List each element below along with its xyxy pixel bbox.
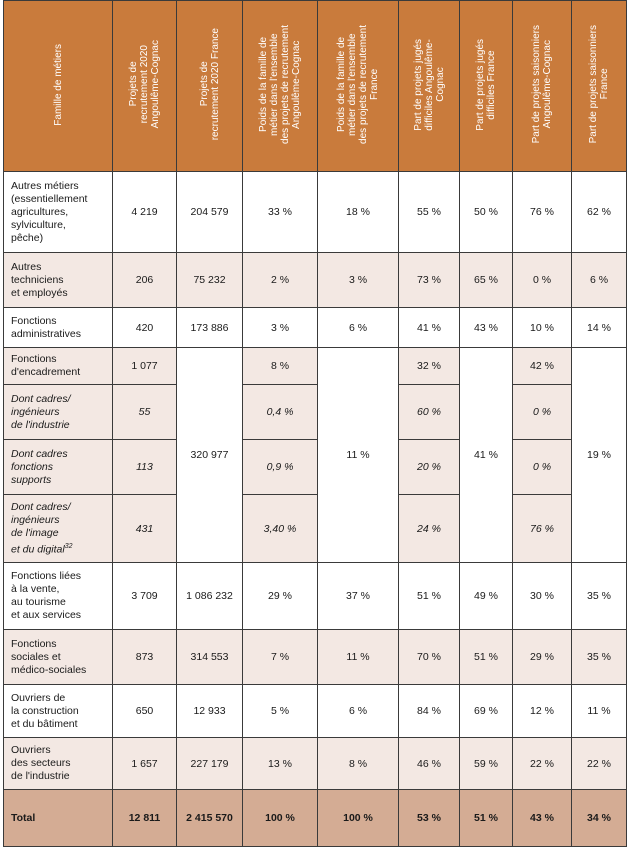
cell: 7 %	[243, 630, 318, 685]
row-label: Fonctions sociales et médico-sociales	[4, 630, 113, 685]
cell: 6 %	[318, 308, 399, 348]
cell: 11 %	[572, 685, 627, 738]
row-label: Fonctions administratives	[4, 308, 113, 348]
cell: 0,4 %	[243, 385, 318, 440]
cell: 3,40 %	[243, 495, 318, 563]
cell-merged: 320 977	[177, 348, 243, 563]
table-row	[4, 348, 627, 385]
table-row	[4, 253, 627, 308]
header-projets-fr: Projets de recrutement 2020 France	[177, 1, 243, 172]
row-label-text: Dont cadres/ ingénieurs de l'image et du digital	[11, 500, 71, 556]
cell: 70 %	[399, 630, 460, 685]
row-label: Ouvriers des secteurs de l'industrie	[4, 738, 113, 790]
table-row	[4, 630, 627, 685]
recruitment-table	[3, 0, 627, 847]
cell: 20 %	[399, 440, 460, 495]
cell: 1 657	[113, 738, 177, 790]
total-label: Total	[4, 790, 113, 847]
cell: 43 %	[513, 790, 572, 847]
cell: 75 232	[177, 253, 243, 308]
cell: 6 %	[572, 253, 627, 308]
cell: 3 %	[318, 253, 399, 308]
row-label: Autres techniciens et employés	[4, 253, 113, 308]
cell: 873	[113, 630, 177, 685]
footnote-marker: 32	[64, 542, 73, 550]
cell: 24 %	[399, 495, 460, 563]
cell: 46 %	[399, 738, 460, 790]
cell: 10 %	[513, 308, 572, 348]
header-difficiles-fr: Part de projets jugés difficiles France	[460, 1, 513, 172]
cell: 37 %	[318, 563, 399, 630]
cell: 51 %	[399, 563, 460, 630]
cell: 12 %	[513, 685, 572, 738]
header-saisonniers-fr: Part de projets saisonniers France	[572, 1, 627, 172]
cell: 55 %	[399, 172, 460, 253]
row-label: Dont cadres/ ingénieurs de l'industrie	[4, 385, 113, 440]
cell: 35 %	[572, 630, 627, 685]
cell: 8 %	[243, 348, 318, 385]
cell: 22 %	[513, 738, 572, 790]
cell: 13 %	[243, 738, 318, 790]
cell: 34 %	[572, 790, 627, 847]
row-label: Ouvriers de la construction et du bâtiment	[4, 685, 113, 738]
cell: 62 %	[572, 172, 627, 253]
cell: 1 086 232	[177, 563, 243, 630]
total-row	[4, 790, 627, 847]
cell: 69 %	[460, 685, 513, 738]
cell: 2 415 570	[177, 790, 243, 847]
cell: 60 %	[399, 385, 460, 440]
cell: 206	[113, 253, 177, 308]
cell: 0,9 %	[243, 440, 318, 495]
cell: 76 %	[513, 495, 572, 563]
cell-merged: 11 %	[318, 348, 399, 563]
cell: 53 %	[399, 790, 460, 847]
cell: 12 811	[113, 790, 177, 847]
cell: 8 %	[318, 738, 399, 790]
row-label: Fonctions liées à la vente, au tourisme et aux services	[4, 563, 113, 630]
cell: 65 %	[460, 253, 513, 308]
cell: 14 %	[572, 308, 627, 348]
cell: 5 %	[243, 685, 318, 738]
cell: 59 %	[460, 738, 513, 790]
cell: 3 %	[243, 308, 318, 348]
table-row	[4, 495, 627, 563]
cell: 43 %	[460, 308, 513, 348]
cell: 41 %	[399, 308, 460, 348]
cell: 2 %	[243, 253, 318, 308]
cell: 227 179	[177, 738, 243, 790]
cell: 1 077	[113, 348, 177, 385]
cell: 51 %	[460, 630, 513, 685]
cell: 6 %	[318, 685, 399, 738]
cell: 100 %	[243, 790, 318, 847]
cell: 42 %	[513, 348, 572, 385]
cell: 11 %	[318, 630, 399, 685]
row-label: Fonctions d'encadrement	[4, 348, 113, 385]
table-row	[4, 440, 627, 495]
cell: 50 %	[460, 172, 513, 253]
table-row	[4, 308, 627, 348]
cell: 55	[113, 385, 177, 440]
cell: 49 %	[460, 563, 513, 630]
header-row	[4, 1, 627, 172]
header-projets-ac: Projets de recrutement 2020 Angoulême-Cognac	[113, 1, 177, 172]
cell: 29 %	[513, 630, 572, 685]
cell-merged: 19 %	[572, 348, 627, 563]
cell: 3 709	[113, 563, 177, 630]
cell: 0 %	[513, 440, 572, 495]
cell: 22 %	[572, 738, 627, 790]
table-row	[4, 563, 627, 630]
row-label: Autres métiers (essentiellement agricultures, sylviculture, pêche)	[4, 172, 113, 253]
table-row	[4, 385, 627, 440]
cell: 35 %	[572, 563, 627, 630]
cell: 0 %	[513, 385, 572, 440]
cell: 4 219	[113, 172, 177, 253]
header-saisonniers-ac: Part de projets saisonniers Angoulême-Cognac	[513, 1, 572, 172]
cell: 51 %	[460, 790, 513, 847]
cell: 314 553	[177, 630, 243, 685]
header-poids-ac: Poids de la famille de métier dans l'ensemble des projets de recrutement Angoulême-Cognac	[243, 1, 318, 172]
cell: 100 %	[318, 790, 399, 847]
cell: 84 %	[399, 685, 460, 738]
row-label: Dont cadres fonctions supports	[4, 440, 113, 495]
cell: 113	[113, 440, 177, 495]
header-difficiles-ac: Part de projets jugés difficiles Angoulême- Cognac	[399, 1, 460, 172]
table-row	[4, 172, 627, 253]
table-row	[4, 738, 627, 790]
header-famille: Famille de métiers	[4, 1, 113, 172]
cell: 18 %	[318, 172, 399, 253]
cell: 76 %	[513, 172, 572, 253]
cell: 431	[113, 495, 177, 563]
table-row	[4, 685, 627, 738]
cell: 33 %	[243, 172, 318, 253]
cell: 0 %	[513, 253, 572, 308]
cell: 32 %	[399, 348, 460, 385]
cell: 173 886	[177, 308, 243, 348]
cell: 29 %	[243, 563, 318, 630]
row-label	[4, 495, 113, 563]
cell: 204 579	[177, 172, 243, 253]
cell: 420	[113, 308, 177, 348]
cell: 12 933	[177, 685, 243, 738]
header-poids-fr: Poids de la famille de métier dans l'ensemble des projets de recrutement France	[318, 1, 399, 172]
cell: 650	[113, 685, 177, 738]
cell: 30 %	[513, 563, 572, 630]
cell-merged: 41 %	[460, 348, 513, 563]
cell: 73 %	[399, 253, 460, 308]
